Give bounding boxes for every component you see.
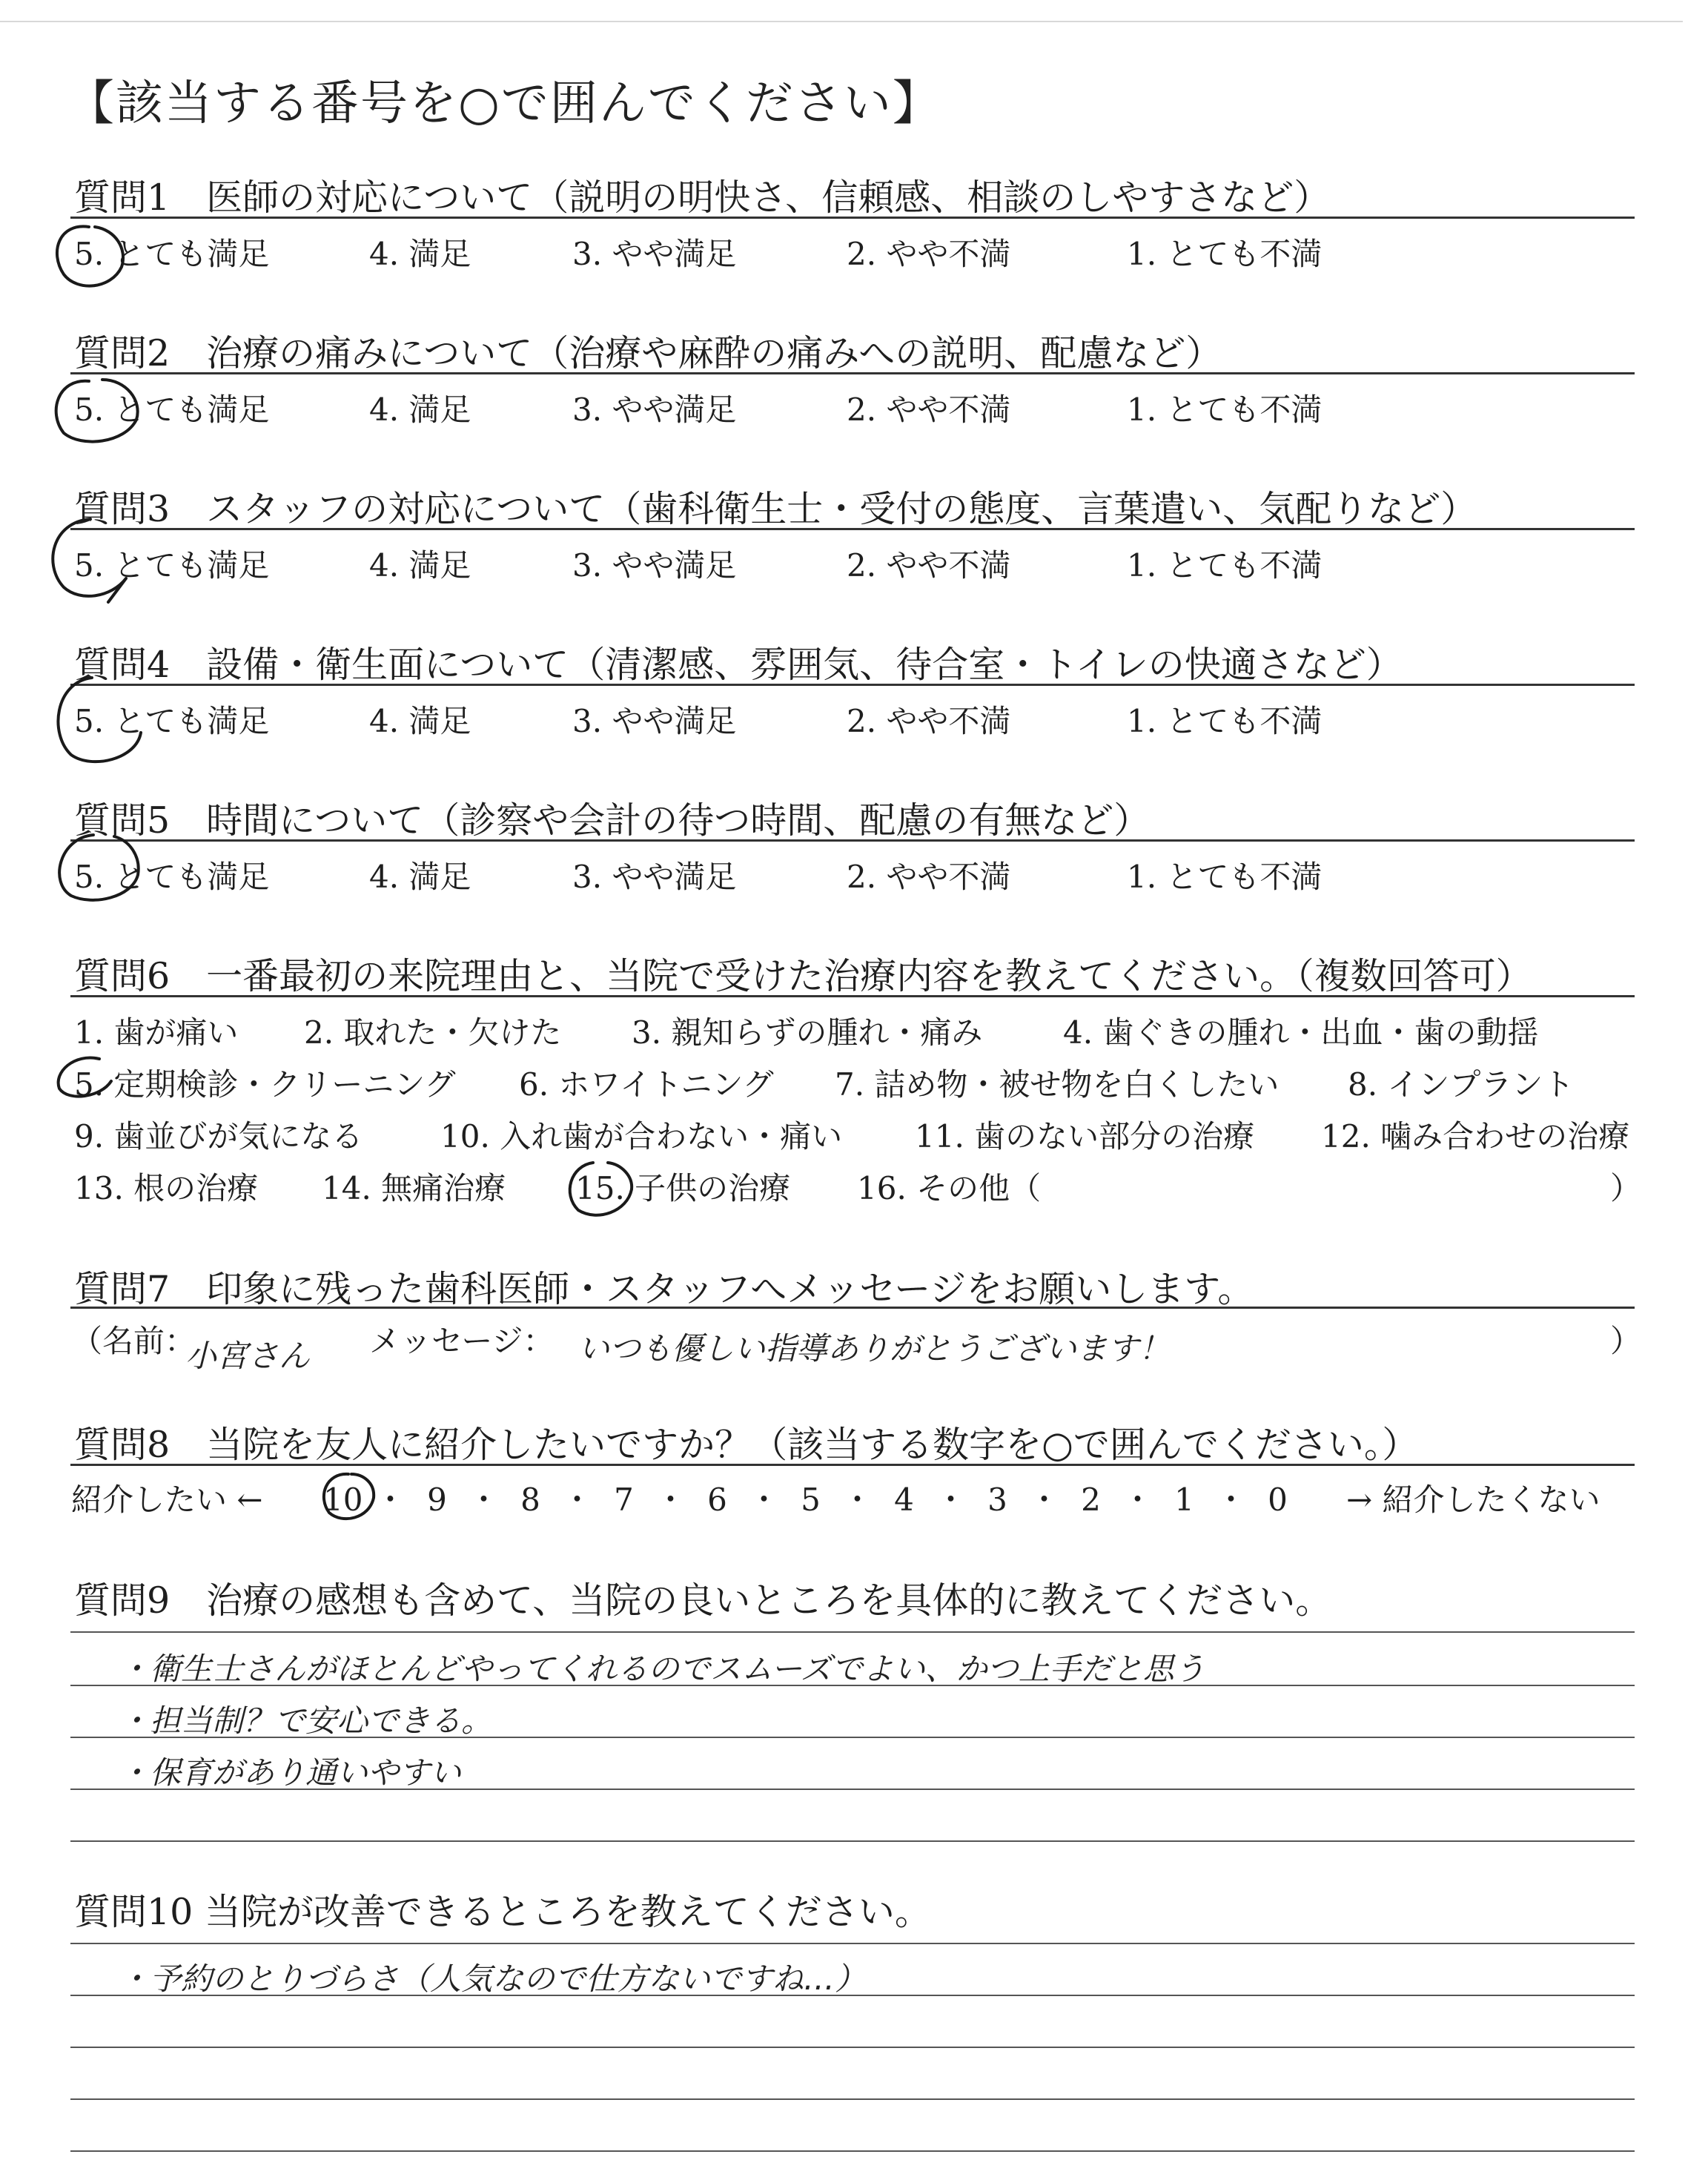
q8-scale-separator: ・ [655, 1482, 686, 1518]
q6-option-7[interactable]: 7. 詰め物・被せ物を白くしたい [835, 1066, 1280, 1103]
q4-option-2[interactable]: 2. やや不満 [847, 703, 1011, 739]
question-8-rule [70, 1464, 1635, 1466]
question-6-rule [70, 995, 1635, 997]
q7-message-label: メッセージ： [369, 1323, 555, 1359]
q5-option-1[interactable]: 1. とても不満 [1127, 859, 1323, 895]
q8-right-label: → 紹介したくない [1346, 1482, 1601, 1518]
q2-option-2[interactable]: 2. やや不満 [847, 392, 1011, 428]
q5-option-3[interactable]: 3. やや満足 [572, 859, 737, 895]
question-7-rule [70, 1307, 1635, 1309]
q10-rule-4 [70, 2098, 1635, 2100]
q4-option-1[interactable]: 1. とても不満 [1127, 703, 1323, 739]
q6-option-10[interactable]: 10. 入れ歯が合わない・痛い [440, 1118, 843, 1155]
question-3-heading: 質問3 スタッフの対応について（歯科衛生士・受付の態度、言葉遣い、気配りなど） [74, 488, 1477, 530]
q8-scale-5[interactable]: 5 [801, 1482, 821, 1518]
q8-scale-0[interactable]: 0 [1268, 1482, 1288, 1518]
q10-rule-5 [70, 2150, 1635, 2152]
q8-scale-7[interactable]: 7 [614, 1482, 634, 1518]
question-1-rule [70, 217, 1635, 219]
q10-rule-1 [70, 1943, 1635, 1944]
q9-answer-2[interactable]: ・担当制？で安心できる。 [119, 1702, 493, 1739]
q8-scale-separator: ・ [841, 1482, 873, 1518]
q8-scale-8[interactable]: 8 [520, 1482, 540, 1518]
q3-option-4[interactable]: 4. 満足 [369, 547, 471, 584]
question-9-heading: 質問9 治療の感想も含めて、当院の良いところを具体的に教えてください。 [74, 1579, 1332, 1622]
q1-option-5[interactable]: 5. とても満足 [74, 236, 270, 272]
q8-scale-10[interactable]: 10 [323, 1482, 363, 1518]
q7-name-handwritten[interactable]: 小宮さん [185, 1338, 311, 1374]
q8-scale-separator: ・ [1215, 1482, 1247, 1518]
q7-close-paren: ） [1610, 1323, 1642, 1359]
q1-option-2[interactable]: 2. やや不満 [847, 236, 1011, 272]
q6-option-13[interactable]: 13. 根の治療 [74, 1170, 259, 1206]
q6-option-2[interactable]: 2. 取れた・欠けた [304, 1014, 562, 1051]
question-8-heading: 質問8 当院を友人に紹介したいですか？（該当する数字を○で囲んでください。） [74, 1424, 1419, 1466]
q6-option-8[interactable]: 8. インプラント [1348, 1066, 1575, 1103]
q6-option-14[interactable]: 14. 無痛治療 [322, 1170, 506, 1206]
q9-rule-1 [70, 1631, 1635, 1633]
q6-option-11[interactable]: 11. 歯のない部分の治療 [915, 1118, 1255, 1155]
q6-option-4[interactable]: 4. 歯ぐきの腫れ・出血・歯の動揺 [1063, 1014, 1539, 1051]
q7-message-handwritten[interactable]: いつも優しい指導ありがとうございます！ [578, 1330, 1171, 1367]
q8-scale-9[interactable]: 9 [427, 1482, 447, 1518]
q8-scale-6[interactable]: 6 [707, 1482, 727, 1518]
q3-option-2[interactable]: 2. やや不満 [847, 547, 1011, 584]
q6-option-6[interactable]: 6. ホワイトニング [519, 1066, 774, 1103]
q6-option-12[interactable]: 12. 噛み合わせの治療 [1321, 1118, 1630, 1155]
q6-option-9[interactable]: 9. 歯並びが気になる [74, 1118, 363, 1155]
q1-option-4[interactable]: 4. 満足 [369, 236, 471, 272]
question-1-heading: 質問1 医師の対応について（説明の明快さ、信頼感、相談のしやすさなど） [74, 176, 1331, 219]
q5-option-4[interactable]: 4. 満足 [369, 859, 471, 895]
q6-other-close-paren: ） [1610, 1170, 1642, 1206]
q6-option-16[interactable]: 16. その他（ [857, 1170, 1042, 1206]
q6-option-15[interactable]: 15. 子供の治療 [575, 1170, 791, 1206]
q3-option-1[interactable]: 1. とても不満 [1127, 547, 1323, 584]
question-4-heading: 質問4 設備・衛生面について（清潔感、雰囲気、待合室・トイレの快適さなど） [74, 644, 1403, 686]
q4-option-5[interactable]: 5. とても満足 [74, 703, 270, 739]
q8-scale-separator: ・ [935, 1482, 967, 1518]
q9-answer-3[interactable]: ・保育があり通いやすい [119, 1754, 462, 1791]
question-6-heading: 質問6 一番最初の来院理由と、当院で受けた治療内容を教えてください。（複数回答可） [74, 955, 1532, 997]
q2-option-1[interactable]: 1. とても不満 [1127, 392, 1323, 428]
q5-option-2[interactable]: 2. やや不満 [847, 859, 1011, 895]
q8-scale-separator: ・ [561, 1482, 593, 1518]
q5-option-5[interactable]: 5. とても満足 [74, 859, 270, 895]
q1-option-3[interactable]: 3. やや満足 [572, 236, 737, 272]
q8-scale-separator: ・ [468, 1482, 500, 1518]
question-4-rule [70, 684, 1635, 686]
question-3-rule [70, 528, 1635, 530]
top-border [0, 21, 1683, 22]
question-5-heading: 質問5 時間について（診察や会計の待つ時間、配慮の有無など） [74, 799, 1151, 842]
q8-left-label: 紹介したい ← [71, 1482, 263, 1518]
q8-scale-separator: ・ [374, 1482, 406, 1518]
q4-option-3[interactable]: 3. やや満足 [572, 703, 737, 739]
q8-scale [323, 1476, 1297, 1520]
question-7-heading: 質問7 印象に残った歯科医師・スタッフへメッセージをお願いします。 [74, 1268, 1254, 1310]
q7-name-label: （名前： [71, 1323, 196, 1359]
q3-option-5[interactable]: 5. とても満足 [74, 547, 270, 584]
q3-option-3[interactable]: 3. やや満足 [572, 547, 737, 584]
q8-scale-4[interactable]: 4 [894, 1482, 914, 1518]
q10-rule-3 [70, 2047, 1635, 2048]
q9-answer-1[interactable]: ・衛生士さんがほとんどやってくれるのでスムーズでよい、かつ上手だと思う [119, 1651, 1205, 1687]
question-5-rule [70, 839, 1635, 842]
q8-scale-separator: ・ [1028, 1482, 1060, 1518]
question-10-heading: 質問10 当院が改善できるところを教えてください。 [74, 1891, 931, 1933]
q4-option-4[interactable]: 4. 満足 [369, 703, 471, 739]
q8-scale-separator: ・ [1122, 1482, 1153, 1518]
q8-scale-2[interactable]: 2 [1081, 1482, 1101, 1518]
q2-option-5[interactable]: 5. とても満足 [74, 392, 270, 428]
q10-answer-1[interactable]: ・予約のとりづらさ（人気なので仕方ないですね…） [119, 1961, 867, 1997]
question-2-heading: 質問2 治療の痛みについて（治療や麻酔の痛みへの説明、配慮など） [74, 332, 1222, 374]
question-2-rule [70, 372, 1635, 374]
q2-option-4[interactable]: 4. 満足 [369, 392, 471, 428]
form-title: 【該当する番号を○で囲んでください】 [67, 76, 941, 131]
q1-option-1[interactable]: 1. とても不満 [1127, 236, 1323, 272]
q8-scale-3[interactable]: 3 [987, 1482, 1007, 1518]
q8-scale-separator: ・ [748, 1482, 780, 1518]
q6-option-3[interactable]: 3. 親知らずの腫れ・痛み [632, 1014, 983, 1051]
q8-scale-1[interactable]: 1 [1174, 1482, 1194, 1518]
q6-option-5[interactable]: 5. 定期検診・クリーニング [74, 1066, 456, 1103]
q2-option-3[interactable]: 3. やや満足 [572, 392, 737, 428]
q9-rule-5 [70, 1840, 1635, 1842]
q6-option-1[interactable]: 1. 歯が痛い [74, 1014, 239, 1051]
